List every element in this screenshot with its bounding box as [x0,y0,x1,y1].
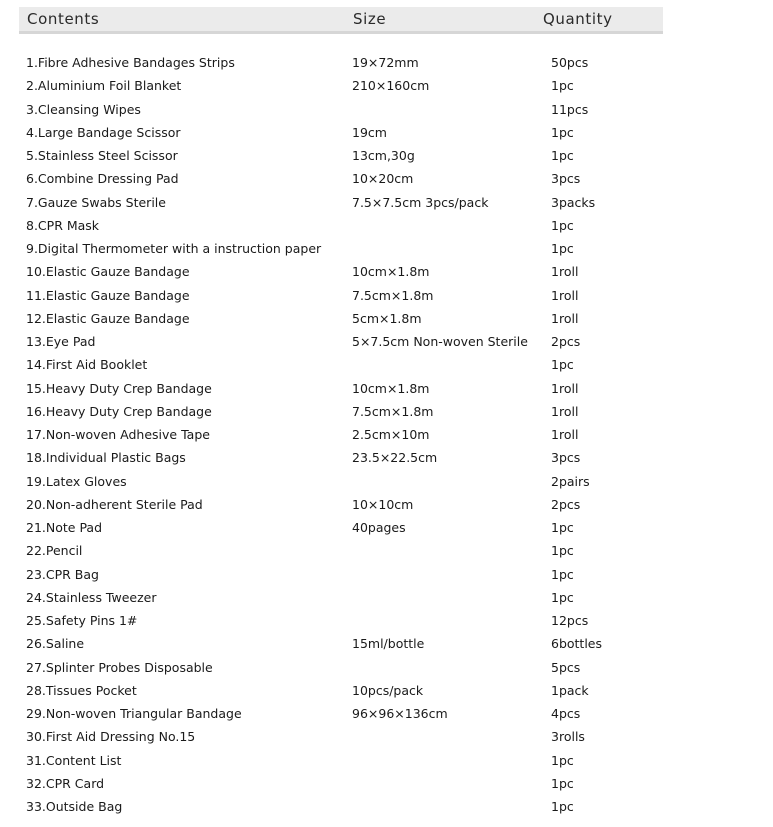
item-name: 26.Saline [26,636,85,652]
item-name: 23.CPR Bag [26,566,99,582]
table-row [0,284,773,307]
item-quantity: 1pc [551,148,574,163]
table-row [0,772,773,795]
table-row [0,51,773,74]
item-quantity: 12pcs [551,613,589,628]
item-size: 5cm×1.8m [352,310,422,326]
item-quantity: 1roll [551,287,579,303]
table-row [0,98,773,121]
item-name: 13.Eye Pad [26,334,96,349]
item-name: 32.CPR Card [26,775,105,791]
table-row [0,586,773,609]
table-row [0,702,773,725]
table-row [0,516,773,539]
item-quantity: 2pcs [551,334,581,349]
item-name: 19.Latex Gloves [26,473,127,489]
item-size: 7.5cm×1.8m [352,403,434,419]
item-size: 10pcs/pack [352,682,424,698]
item-size: 10×20cm [352,171,414,187]
item-name: 11.Elastic Gauze Bandage [26,287,190,303]
item-quantity: 1roll [551,427,579,442]
item-name: 2.Aluminium Foil Blanket [26,78,182,94]
item-size: 7.5cm×1.8m [352,287,434,303]
table-row [0,237,773,260]
table-row [0,493,773,516]
table-row [0,191,773,214]
item-quantity: 1pc [551,357,574,373]
table-row [0,423,773,446]
item-name: 14.First Aid Booklet [26,357,148,373]
item-size: 5×7.5cm Non-woven Sterile [352,334,528,349]
item-name: 9.Digital Thermometer with a instruction paper [26,241,322,256]
item-quantity: 2pcs [551,496,581,512]
item-quantity: 11pcs [551,101,589,117]
item-size: 2.5cm×10m [352,427,430,442]
item-quantity: 1roll [551,380,579,396]
item-quantity: 1pc [551,520,574,535]
item-quantity: 3packs [551,194,596,210]
item-quantity: 6bottles [551,636,603,652]
item-size: 10×10cm [352,496,414,512]
item-quantity: 1pc [551,217,574,233]
header-size: Size [353,10,387,28]
item-quantity: 1pc [551,543,574,559]
item-quantity: 1roll [551,310,579,326]
table-row [0,656,773,679]
table-row [0,725,773,748]
table-row [0,307,773,330]
table-row [0,353,773,376]
item-quantity: 5pcs [551,659,581,675]
item-size: 96×96×136cm [352,706,448,721]
item-name: 20.Non-adherent Sterile Pad [26,496,203,512]
table-row [0,260,773,283]
item-size: 10cm×1.8m [352,380,430,396]
item-name: 31.Content List [26,752,122,768]
item-quantity: 1pc [551,589,574,605]
item-size: 23.5×22.5cm [352,450,438,466]
item-name: 29.Non-woven Triangular Bandage [26,706,242,721]
item-name: 6.Combine Dressing Pad [26,171,179,187]
item-name: 25.Safety Pins 1# [26,613,138,628]
item-name: 22.Pencil [26,543,83,559]
item-size: 7.5×7.5cm 3pcs/pack [352,194,489,210]
item-name: 8.CPR Mask [26,217,100,233]
item-name: 12.Elastic Gauze Bandage [26,310,190,326]
table-row [0,679,773,702]
table-row [0,446,773,469]
item-size: 210×160cm [352,78,430,94]
item-name: 18.Individual Plastic Bags [26,450,186,466]
table-row [0,632,773,655]
table-row [0,377,773,400]
item-quantity: 1pc [551,124,574,140]
item-name: 27.Splinter Probes Disposable [26,659,213,675]
item-quantity: 1pc [551,752,574,768]
item-quantity: 1pack [551,682,589,698]
table-row [0,563,773,586]
item-quantity: 2pairs [551,473,590,489]
item-name: 5.Stainless Steel Scissor [26,148,178,163]
item-name: 30.First Aid Dressing No.15 [26,729,196,745]
table-row [0,330,773,353]
table-row [0,144,773,167]
item-quantity: 1roll [551,403,579,419]
item-size: 19cm [352,124,387,140]
item-size: 40pages [352,520,406,535]
table-row [0,539,773,562]
item-name: 24.Stainless Tweezer [26,589,157,605]
table-row [0,609,773,632]
table-row [0,167,773,190]
item-quantity: 1pc [551,241,574,256]
item-size: 13cm,30g [352,148,415,163]
item-name: 10.Elastic Gauze Bandage [26,264,190,280]
item-quantity: 1pc [551,775,574,791]
item-name: 21.Note Pad [26,520,103,535]
table-row [0,749,773,772]
item-quantity: 50pcs [551,55,589,70]
header-contents: Contents [27,10,100,28]
item-size: 15ml/bottle [352,636,425,652]
item-quantity: 4pcs [551,706,581,721]
item-name: 7.Gauze Swabs Sterile [26,194,166,210]
item-quantity: 1pc [551,78,574,94]
item-name: 3.Cleansing Wipes [26,101,141,117]
table-row [0,121,773,144]
item-quantity: 3pcs [551,450,581,466]
contents-table [0,51,773,818]
table-row [0,400,773,423]
item-quantity: 1pc [551,566,574,582]
item-name: 4.Large Bandage Scissor [26,124,181,140]
table-row [0,74,773,97]
item-size: 19×72mm [352,55,419,70]
table-header [19,7,663,34]
item-name: 17.Non-woven Adhesive Tape [26,427,210,442]
item-name: 16.Heavy Duty Crep Bandage [26,403,212,419]
item-quantity: 1pc [551,799,574,814]
item-name: 1.Fibre Adhesive Bandages Strips [26,55,235,70]
item-name: 28.Tissues Pocket [26,682,137,698]
header-quantity: Quantity [543,10,613,28]
table-row [0,795,773,818]
table-row [0,470,773,493]
table-row [0,214,773,237]
item-quantity: 3pcs [551,171,581,187]
item-name: 33.Outside Bag [26,799,123,814]
item-name: 15.Heavy Duty Crep Bandage [26,380,212,396]
item-quantity: 3rolls [551,729,585,745]
item-size: 10cm×1.8m [352,264,430,280]
item-quantity: 1roll [551,264,579,280]
